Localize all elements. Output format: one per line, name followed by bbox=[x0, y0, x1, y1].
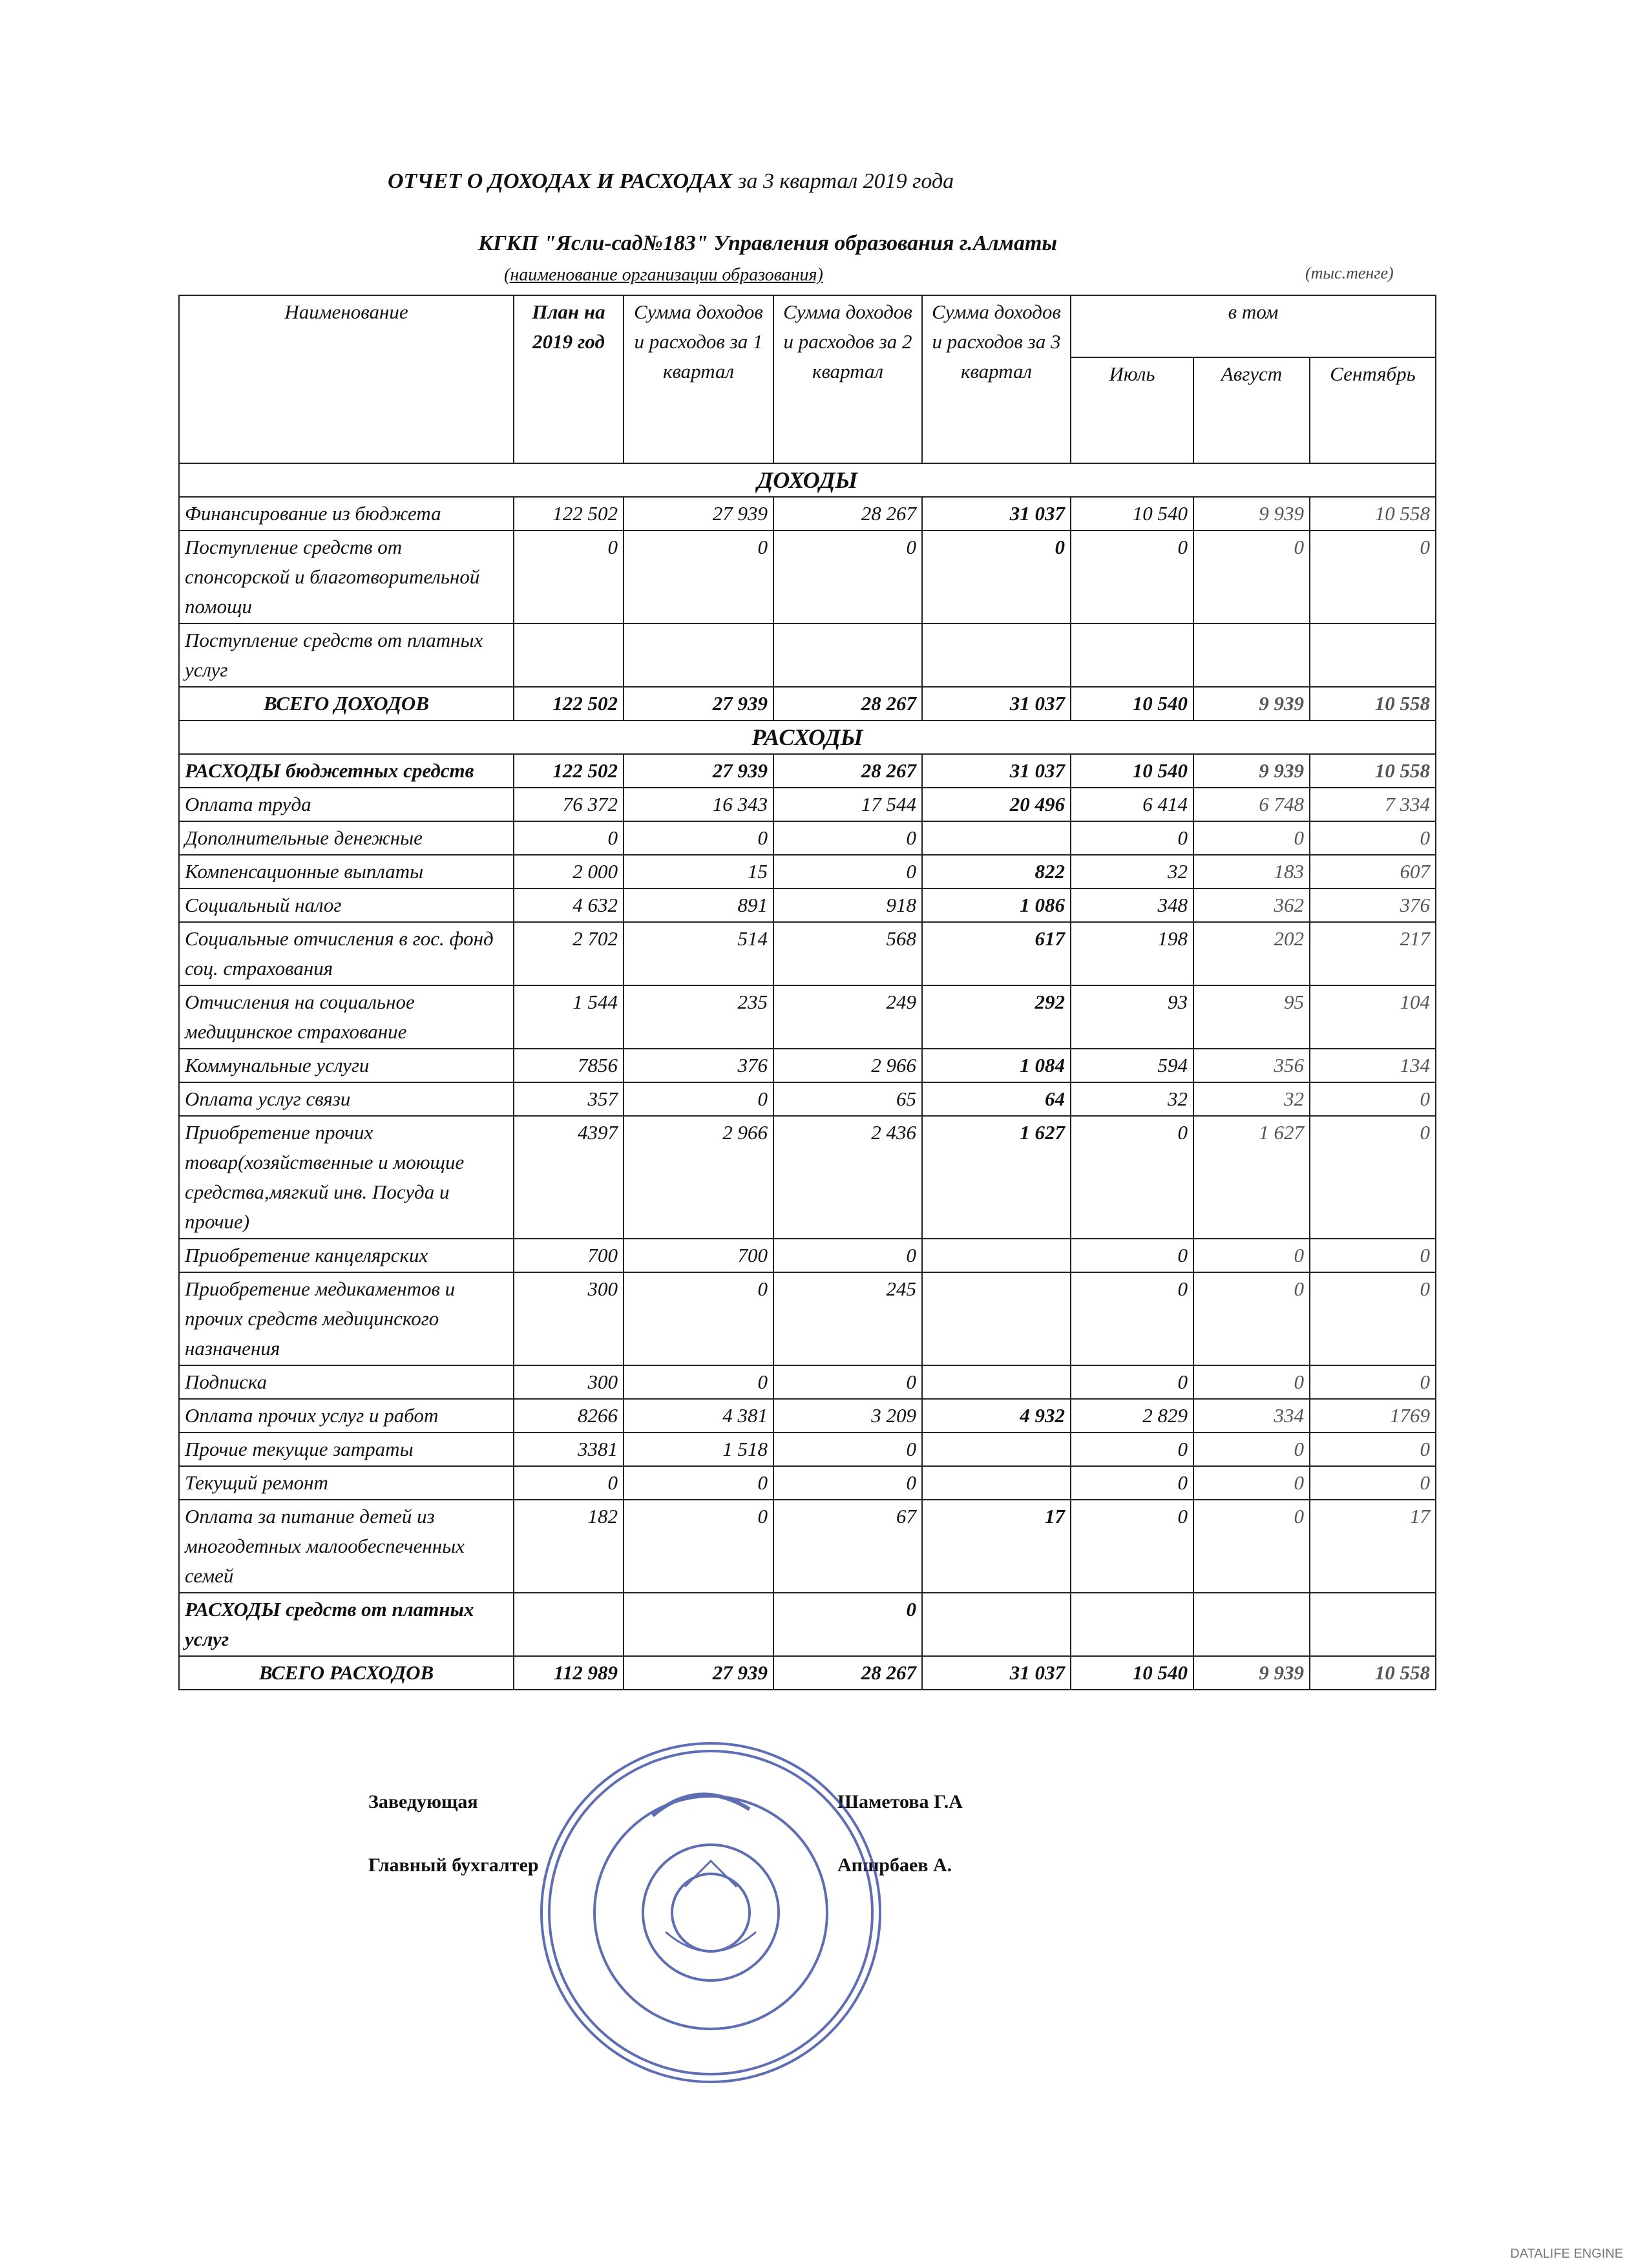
cell-q3: 31 037 bbox=[922, 497, 1071, 530]
cell-plan: 122 502 bbox=[514, 687, 624, 720]
row-label: Социальный налог bbox=[179, 888, 514, 922]
expense-row bbox=[179, 985, 1436, 1049]
cell-aug: 202 bbox=[1193, 922, 1310, 985]
cell-plan: 112 989 bbox=[514, 1656, 624, 1690]
cell-plan: 4 632 bbox=[514, 888, 624, 922]
row-label: Оплата прочих услуг и работ bbox=[179, 1399, 514, 1433]
cell-jul: 0 bbox=[1071, 1365, 1193, 1399]
header-august: Август bbox=[1193, 357, 1310, 463]
expense-row bbox=[179, 1049, 1436, 1082]
expense-row bbox=[179, 788, 1436, 821]
cell-q2: 0 bbox=[773, 1593, 922, 1656]
cell-q3 bbox=[922, 1593, 1071, 1656]
cell-q1: 2 966 bbox=[624, 1116, 773, 1239]
cell-q1: 27 939 bbox=[624, 754, 773, 788]
cell-q3: 31 037 bbox=[922, 687, 1071, 720]
cell-sep bbox=[1310, 1593, 1436, 1656]
cell-aug: 95 bbox=[1193, 985, 1310, 1049]
cell-sep: 10 558 bbox=[1310, 687, 1436, 720]
cell-sep: 0 bbox=[1310, 1116, 1436, 1239]
cell-q3 bbox=[922, 1365, 1071, 1399]
header-name: Наименование bbox=[179, 295, 514, 463]
cell-q2: 0 bbox=[773, 1239, 922, 1272]
cell-q1: 1 518 bbox=[624, 1433, 773, 1466]
cell-q1: 0 bbox=[624, 1272, 773, 1365]
cell-aug: 9 939 bbox=[1193, 754, 1310, 788]
cell-q2: 0 bbox=[773, 530, 922, 624]
cell-q2: 3 209 bbox=[773, 1399, 922, 1433]
report-title-main: ОТЧЕТ О ДОХОДАХ И РАСХОДАХ bbox=[388, 169, 733, 193]
cell-q3 bbox=[922, 1239, 1071, 1272]
expense-row bbox=[179, 1239, 1436, 1272]
row-label: Оплата за питание детей из многодетных малообеспеченных семей bbox=[179, 1500, 514, 1593]
header-including: в том bbox=[1071, 295, 1436, 357]
cell-aug: 9 939 bbox=[1193, 497, 1310, 530]
expense-row bbox=[179, 888, 1436, 922]
cell-q2: 65 bbox=[773, 1082, 922, 1116]
cell-plan: 4397 bbox=[514, 1116, 624, 1239]
cell-plan bbox=[514, 624, 624, 687]
header-q1: Сумма доходов и расходов за 1 квартал bbox=[624, 295, 773, 463]
cell-sep: 17 bbox=[1310, 1500, 1436, 1593]
expense-row bbox=[179, 1365, 1436, 1399]
cell-plan bbox=[514, 1593, 624, 1656]
cell-aug: 183 bbox=[1193, 855, 1310, 888]
expense-row bbox=[179, 1399, 1436, 1433]
cell-plan: 2 000 bbox=[514, 855, 624, 888]
cell-q1: 0 bbox=[624, 1466, 773, 1500]
cell-sep: 0 bbox=[1310, 1272, 1436, 1365]
cell-q3: 4 932 bbox=[922, 1399, 1071, 1433]
row-label: Подписка bbox=[179, 1365, 514, 1399]
cell-sep: 0 bbox=[1310, 821, 1436, 855]
expense-total-row bbox=[179, 1656, 1436, 1690]
cell-q1: 27 939 bbox=[624, 497, 773, 530]
cell-sep: 0 bbox=[1310, 1239, 1436, 1272]
cell-jul: 10 540 bbox=[1071, 497, 1193, 530]
income-total-row bbox=[179, 687, 1436, 720]
cell-plan: 0 bbox=[514, 1466, 624, 1500]
head-role: Заведующая bbox=[368, 1791, 478, 1812]
expense-row bbox=[179, 1082, 1436, 1116]
cell-jul: 6 414 bbox=[1071, 788, 1193, 821]
cell-sep bbox=[1310, 624, 1436, 687]
cell-q1: 16 343 bbox=[624, 788, 773, 821]
cell-plan: 1 544 bbox=[514, 985, 624, 1049]
cell-sep: 607 bbox=[1310, 855, 1436, 888]
cell-aug: 0 bbox=[1193, 821, 1310, 855]
cell-jul: 10 540 bbox=[1071, 754, 1193, 788]
cell-aug: 9 939 bbox=[1193, 1656, 1310, 1690]
cell-plan: 76 372 bbox=[514, 788, 624, 821]
row-label: Приобретение канцелярских bbox=[179, 1239, 514, 1272]
cell-q3 bbox=[922, 1433, 1071, 1466]
cell-q2: 0 bbox=[773, 1365, 922, 1399]
cell-q1: 376 bbox=[624, 1049, 773, 1082]
cell-aug: 356 bbox=[1193, 1049, 1310, 1082]
cell-q3: 1 084 bbox=[922, 1049, 1071, 1082]
income-row bbox=[179, 497, 1436, 530]
cell-q3: 20 496 bbox=[922, 788, 1071, 821]
cell-jul: 0 bbox=[1071, 530, 1193, 624]
expense-row bbox=[179, 1433, 1436, 1466]
cell-jul: 32 bbox=[1071, 1082, 1193, 1116]
cell-q2: 0 bbox=[773, 821, 922, 855]
cell-aug: 0 bbox=[1193, 1272, 1310, 1365]
row-label: Текущий ремонт bbox=[179, 1466, 514, 1500]
cell-q2: 2 436 bbox=[773, 1116, 922, 1239]
row-label: Социальные отчисления в гос. фонд соц. страхования bbox=[179, 922, 514, 985]
cell-jul: 2 829 bbox=[1071, 1399, 1193, 1433]
expense-row bbox=[179, 754, 1436, 788]
cell-q2: 17 544 bbox=[773, 788, 922, 821]
cell-q2: 67 bbox=[773, 1500, 922, 1593]
cell-sep: 104 bbox=[1310, 985, 1436, 1049]
header-september: Сентябрь bbox=[1310, 357, 1436, 463]
header-q2: Сумма доходов и расходов за 2 квартал bbox=[773, 295, 922, 463]
cell-aug: 6 748 bbox=[1193, 788, 1310, 821]
cell-q2: 2 966 bbox=[773, 1049, 922, 1082]
cell-aug: 362 bbox=[1193, 888, 1310, 922]
cell-q1: 0 bbox=[624, 1082, 773, 1116]
cell-sep: 10 558 bbox=[1310, 1656, 1436, 1690]
cell-aug: 0 bbox=[1193, 1433, 1310, 1466]
cell-aug bbox=[1193, 1593, 1310, 1656]
row-label: Приобретение медикаментов и прочих средств медицинского назначения bbox=[179, 1272, 514, 1365]
cell-plan: 3381 bbox=[514, 1433, 624, 1466]
cell-q1: 4 381 bbox=[624, 1399, 773, 1433]
cell-q3 bbox=[922, 821, 1071, 855]
expense-row bbox=[179, 1116, 1436, 1239]
cell-q1: 891 bbox=[624, 888, 773, 922]
cell-jul: 32 bbox=[1071, 855, 1193, 888]
cell-jul: 0 bbox=[1071, 1116, 1193, 1239]
watermark-logo: DATALIFE ENGINE bbox=[1510, 2247, 1623, 2261]
cell-sep: 0 bbox=[1310, 1082, 1436, 1116]
cell-sep: 217 bbox=[1310, 922, 1436, 985]
organization-caption: (наименование организации образования) bbox=[504, 265, 823, 285]
cell-q3: 1 086 bbox=[922, 888, 1071, 922]
cell-q1: 0 bbox=[624, 1365, 773, 1399]
cell-q2: 28 267 bbox=[773, 687, 922, 720]
cell-q3: 17 bbox=[922, 1500, 1071, 1593]
cell-q1: 0 bbox=[624, 530, 773, 624]
cell-q2 bbox=[773, 624, 922, 687]
header-july: Июль bbox=[1071, 357, 1193, 463]
cell-jul: 0 bbox=[1071, 1500, 1193, 1593]
cell-jul: 0 bbox=[1071, 1466, 1193, 1500]
header-plan: План на 2019 год bbox=[514, 295, 624, 463]
expense-row bbox=[179, 821, 1436, 855]
cell-q1 bbox=[624, 1593, 773, 1656]
table-body bbox=[179, 463, 1436, 1690]
row-label: Отчисления на социальное медицинское страхование bbox=[179, 985, 514, 1049]
expense-row bbox=[179, 922, 1436, 985]
row-label: РАСХОДЫ средств от платных услуг bbox=[179, 1593, 514, 1656]
row-label: Оплата услуг связи bbox=[179, 1082, 514, 1116]
row-label: Приобретение прочих товар(хозяйственные и моющие средства,мягкий инв. Посуда и прочие) bbox=[179, 1116, 514, 1239]
cell-sep: 10 558 bbox=[1310, 497, 1436, 530]
cell-q3: 31 037 bbox=[922, 1656, 1071, 1690]
row-label: Поступление средств от платных услуг bbox=[179, 624, 514, 687]
cell-q3: 64 bbox=[922, 1082, 1071, 1116]
report-title bbox=[388, 169, 1422, 194]
cell-sep: 0 bbox=[1310, 1433, 1436, 1466]
cell-q3 bbox=[922, 1466, 1071, 1500]
cell-jul bbox=[1071, 624, 1193, 687]
cell-jul: 348 bbox=[1071, 888, 1193, 922]
cell-q2: 0 bbox=[773, 855, 922, 888]
cell-plan: 357 bbox=[514, 1082, 624, 1116]
cell-q2: 0 bbox=[773, 1433, 922, 1466]
cell-plan: 0 bbox=[514, 821, 624, 855]
cell-aug bbox=[1193, 624, 1310, 687]
report-title-period: за 3 квартал 2019 года bbox=[738, 169, 954, 193]
cell-q3 bbox=[922, 1272, 1071, 1365]
accountant-name: Апшрбаев А. bbox=[837, 1854, 952, 1876]
cell-jul: 0 bbox=[1071, 1272, 1193, 1365]
cell-q1: 27 939 bbox=[624, 687, 773, 720]
cell-aug: 0 bbox=[1193, 1239, 1310, 1272]
cell-sep: 7 334 bbox=[1310, 788, 1436, 821]
row-label: Оплата труда bbox=[179, 788, 514, 821]
cell-q1: 15 bbox=[624, 855, 773, 888]
cell-aug: 9 939 bbox=[1193, 687, 1310, 720]
cell-sep: 1769 bbox=[1310, 1399, 1436, 1433]
cell-plan: 182 bbox=[514, 1500, 624, 1593]
expense-row bbox=[179, 1466, 1436, 1500]
cell-aug: 0 bbox=[1193, 1466, 1310, 1500]
cell-plan: 300 bbox=[514, 1272, 624, 1365]
cell-sep: 0 bbox=[1310, 1365, 1436, 1399]
expense-row bbox=[179, 1593, 1436, 1656]
cell-q1: 0 bbox=[624, 1500, 773, 1593]
income-row bbox=[179, 624, 1436, 687]
row-label: Коммунальные услуги bbox=[179, 1049, 514, 1082]
cell-q1: 27 939 bbox=[624, 1656, 773, 1690]
cell-jul: 93 bbox=[1071, 985, 1193, 1049]
cell-jul: 0 bbox=[1071, 1239, 1193, 1272]
header-q3: Сумма доходов и расходов за 3 квартал bbox=[922, 295, 1071, 463]
cell-q2: 918 bbox=[773, 888, 922, 922]
cell-q2: 245 bbox=[773, 1272, 922, 1365]
cell-plan: 700 bbox=[514, 1239, 624, 1272]
row-label: Поступление средств от спонсорской и благотворительной помощи bbox=[179, 530, 514, 624]
row-label: Прочие текущие затраты bbox=[179, 1433, 514, 1466]
cell-q3 bbox=[922, 624, 1071, 687]
cell-jul bbox=[1071, 1593, 1193, 1656]
cell-q3: 822 bbox=[922, 855, 1071, 888]
cell-sep: 134 bbox=[1310, 1049, 1436, 1082]
cell-plan: 2 702 bbox=[514, 922, 624, 985]
row-label: Дополнительные денежные bbox=[179, 821, 514, 855]
income-row bbox=[179, 530, 1436, 624]
expense-row bbox=[179, 855, 1436, 888]
cell-q1: 0 bbox=[624, 821, 773, 855]
cell-plan: 122 502 bbox=[514, 497, 624, 530]
cell-jul: 10 540 bbox=[1071, 1656, 1193, 1690]
cell-q2: 0 bbox=[773, 1466, 922, 1500]
official-stamp bbox=[536, 1738, 885, 2087]
cell-q2: 28 267 bbox=[773, 754, 922, 788]
cell-sep: 10 558 bbox=[1310, 754, 1436, 788]
cell-q1 bbox=[624, 624, 773, 687]
cell-q1: 235 bbox=[624, 985, 773, 1049]
cell-q1: 700 bbox=[624, 1239, 773, 1272]
cell-aug: 0 bbox=[1193, 1500, 1310, 1593]
cell-q2: 28 267 bbox=[773, 1656, 922, 1690]
row-label: Компенсационные выплаты bbox=[179, 855, 514, 888]
section-income: ДОХОДЫ bbox=[179, 463, 1436, 497]
cell-sep: 376 bbox=[1310, 888, 1436, 922]
cell-q2: 568 bbox=[773, 922, 922, 985]
cell-aug: 334 bbox=[1193, 1399, 1310, 1433]
head-name: Шаметова Г.А bbox=[837, 1791, 963, 1812]
row-label: ВСЕГО РАСХОДОВ bbox=[179, 1656, 514, 1690]
report-table bbox=[178, 295, 1436, 1690]
cell-plan: 0 bbox=[514, 530, 624, 624]
cell-jul: 0 bbox=[1071, 1433, 1193, 1466]
organization-name: КГКП "Ясли-сад№183" Управления образования г.Алматы bbox=[478, 231, 1057, 255]
row-label: РАСХОДЫ бюджетных средств bbox=[179, 754, 514, 788]
cell-q2: 249 bbox=[773, 985, 922, 1049]
row-label: ВСЕГО ДОХОДОВ bbox=[179, 687, 514, 720]
cell-aug: 32 bbox=[1193, 1082, 1310, 1116]
units-label: (тыс.тенге) bbox=[1305, 264, 1394, 282]
expense-row bbox=[179, 1500, 1436, 1593]
table-header bbox=[179, 295, 1436, 463]
cell-sep: 0 bbox=[1310, 530, 1436, 624]
row-label: Финансирование из бюджета bbox=[179, 497, 514, 530]
cell-q3: 617 bbox=[922, 922, 1071, 985]
cell-aug: 1 627 bbox=[1193, 1116, 1310, 1239]
cell-q3: 292 bbox=[922, 985, 1071, 1049]
cell-jul: 10 540 bbox=[1071, 687, 1193, 720]
cell-jul: 594 bbox=[1071, 1049, 1193, 1082]
expense-row bbox=[179, 1272, 1436, 1365]
cell-jul: 0 bbox=[1071, 821, 1193, 855]
cell-aug: 0 bbox=[1193, 1365, 1310, 1399]
cell-plan: 8266 bbox=[514, 1399, 624, 1433]
accountant-role: Главный бухгалтер bbox=[368, 1854, 539, 1876]
cell-q3: 0 bbox=[922, 530, 1071, 624]
section-expenses: РАСХОДЫ bbox=[179, 720, 1436, 754]
cell-q2: 28 267 bbox=[773, 497, 922, 530]
cell-sep: 0 bbox=[1310, 1466, 1436, 1500]
cell-q3: 1 627 bbox=[922, 1116, 1071, 1239]
cell-plan: 300 bbox=[514, 1365, 624, 1399]
cell-q1: 514 bbox=[624, 922, 773, 985]
cell-aug: 0 bbox=[1193, 530, 1310, 624]
cell-q3: 31 037 bbox=[922, 754, 1071, 788]
cell-plan: 122 502 bbox=[514, 754, 624, 788]
cell-plan: 7856 bbox=[514, 1049, 624, 1082]
cell-jul: 198 bbox=[1071, 922, 1193, 985]
